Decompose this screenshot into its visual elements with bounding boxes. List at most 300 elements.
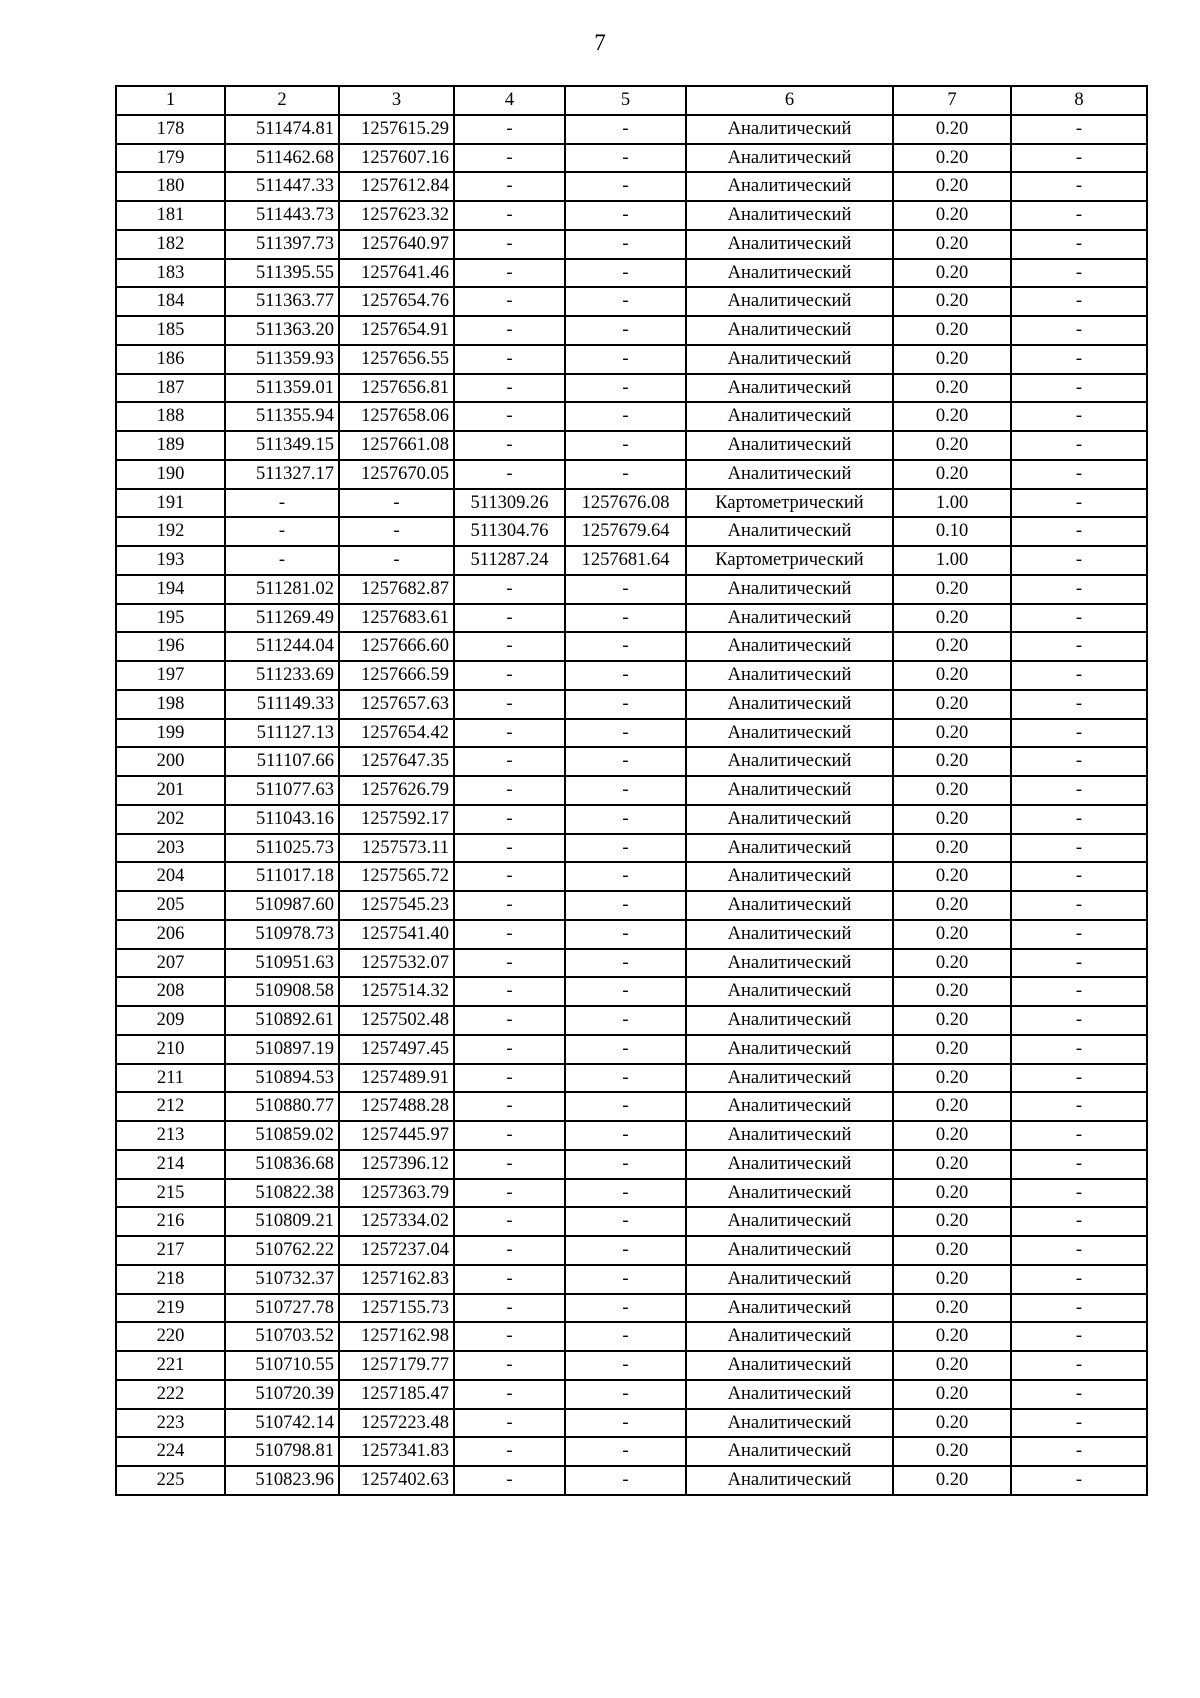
table-cell-col-3: 1257654.42 xyxy=(339,719,454,748)
table-cell-col-5: - xyxy=(565,115,686,144)
table-cell-col-8: - xyxy=(1011,949,1147,978)
table-cell-col-8: - xyxy=(1011,144,1147,173)
table-cell-col-3: 1257396.12 xyxy=(339,1150,454,1179)
table-row xyxy=(116,920,1147,949)
table-cell-col-4: - xyxy=(454,1294,565,1323)
table-cell-col-4: - xyxy=(454,776,565,805)
table-cell-col-5: - xyxy=(565,920,686,949)
table-cell-col-2: - xyxy=(225,517,339,546)
table-cell-col-7: 0.20 xyxy=(893,1035,1011,1064)
table-cell-col-1: 214 xyxy=(116,1150,225,1179)
table-cell-col-1: 199 xyxy=(116,719,225,748)
table-cell-col-1: 224 xyxy=(116,1437,225,1466)
table-cell-col-6: Аналитический xyxy=(686,977,893,1006)
table-cell-col-6: Аналитический xyxy=(686,230,893,259)
table-cell-col-6: Аналитический xyxy=(686,172,893,201)
table-cell-col-4: - xyxy=(454,1466,565,1495)
table-cell-col-7: 0.20 xyxy=(893,805,1011,834)
coordinates-table xyxy=(115,85,1148,1496)
table-cell-col-3: 1257402.63 xyxy=(339,1466,454,1495)
table-cell-col-2: 510809.21 xyxy=(225,1207,339,1236)
table-cell-col-3: 1257670.05 xyxy=(339,460,454,489)
table-cell-col-2: 511017.18 xyxy=(225,862,339,891)
table-cell-col-6: Аналитический xyxy=(686,690,893,719)
table-cell-col-7: 0.20 xyxy=(893,201,1011,230)
table-cell-col-5: - xyxy=(565,1006,686,1035)
table-cell-col-3: 1257623.32 xyxy=(339,201,454,230)
table-row xyxy=(116,1207,1147,1236)
table-cell-col-3: 1257489.91 xyxy=(339,1064,454,1093)
table-cell-col-1: 203 xyxy=(116,834,225,863)
table-row xyxy=(116,144,1147,173)
table-row xyxy=(116,546,1147,575)
table-cell-col-4: - xyxy=(454,1265,565,1294)
table-cell-col-8: - xyxy=(1011,1150,1147,1179)
table-cell-col-4: - xyxy=(454,1409,565,1438)
table-cell-col-2: 511474.81 xyxy=(225,115,339,144)
table-cell-col-1: 211 xyxy=(116,1064,225,1093)
table-row xyxy=(116,230,1147,259)
table-cell-col-3: 1257162.83 xyxy=(339,1265,454,1294)
table-cell-col-6: Аналитический xyxy=(686,575,893,604)
table-row xyxy=(116,1409,1147,1438)
table-cell-col-8: - xyxy=(1011,431,1147,460)
table-cell-col-3: 1257641.46 xyxy=(339,259,454,288)
table-cell-col-8: - xyxy=(1011,1236,1147,1265)
table-row xyxy=(116,604,1147,633)
table-cell-col-5: - xyxy=(565,1322,686,1351)
table-cell-col-5: - xyxy=(565,776,686,805)
table-cell-col-4: - xyxy=(454,144,565,173)
table-row xyxy=(116,517,1147,546)
table-cell-col-6: Аналитический xyxy=(686,287,893,316)
table-row xyxy=(116,1322,1147,1351)
table-cell-col-6: Аналитический xyxy=(686,719,893,748)
table-cell-col-7: 0.20 xyxy=(893,259,1011,288)
table-cell-col-6: Аналитический xyxy=(686,604,893,633)
table-cell-col-7: 0.20 xyxy=(893,920,1011,949)
table-cell-col-6: Аналитический xyxy=(686,1351,893,1380)
table-cell-col-6: Аналитический xyxy=(686,1006,893,1035)
table-cell-col-5: - xyxy=(565,402,686,431)
table-cell-col-1: 212 xyxy=(116,1092,225,1121)
table-cell-col-5: - xyxy=(565,1265,686,1294)
table-cell-col-5: - xyxy=(565,1236,686,1265)
table-cell-col-6: Аналитический xyxy=(686,747,893,776)
table-cell-col-7: 0.20 xyxy=(893,747,1011,776)
table-row xyxy=(116,1380,1147,1409)
table-cell-col-5: - xyxy=(565,575,686,604)
table-cell-col-2: 510798.81 xyxy=(225,1437,339,1466)
table-cell-col-4: - xyxy=(454,1380,565,1409)
table-cell-col-3: 1257565.72 xyxy=(339,862,454,891)
table-row xyxy=(116,345,1147,374)
table-cell-col-3: 1257657.63 xyxy=(339,690,454,719)
table-cell-col-7: 0.20 xyxy=(893,632,1011,661)
table-cell-col-3: 1257592.17 xyxy=(339,805,454,834)
table-cell-col-4: - xyxy=(454,201,565,230)
table-row xyxy=(116,1006,1147,1035)
table-cell-col-3: 1257658.06 xyxy=(339,402,454,431)
table-cell-col-6: Аналитический xyxy=(686,1236,893,1265)
table-cell-col-6: Аналитический xyxy=(686,920,893,949)
table-cell-col-6: Аналитический xyxy=(686,1380,893,1409)
table-cell-col-8: - xyxy=(1011,1265,1147,1294)
table-cell-col-5: - xyxy=(565,287,686,316)
table-cell-col-5: - xyxy=(565,1409,686,1438)
table-cell-col-6: Аналитический xyxy=(686,316,893,345)
table-cell-col-5: - xyxy=(565,604,686,633)
table-cell-col-7: 0.20 xyxy=(893,1092,1011,1121)
table-cell-col-7: 0.20 xyxy=(893,776,1011,805)
column-header-8: 8 xyxy=(1011,86,1147,115)
table-cell-col-5: - xyxy=(565,144,686,173)
table-cell-col-5: - xyxy=(565,1207,686,1236)
table-cell-col-2: 511107.66 xyxy=(225,747,339,776)
table-cell-col-4: - xyxy=(454,805,565,834)
table-cell-col-8: - xyxy=(1011,1437,1147,1466)
table-row xyxy=(116,891,1147,920)
table-cell-col-8: - xyxy=(1011,259,1147,288)
table-cell-col-2: 511462.68 xyxy=(225,144,339,173)
table-cell-col-1: 196 xyxy=(116,632,225,661)
column-header-6: 6 xyxy=(686,86,893,115)
table-cell-col-8: - xyxy=(1011,1351,1147,1380)
table-cell-col-7: 0.20 xyxy=(893,287,1011,316)
table-cell-col-8: - xyxy=(1011,1006,1147,1035)
table-cell-col-5: - xyxy=(565,1035,686,1064)
table-cell-col-6: Аналитический xyxy=(686,632,893,661)
table-cell-col-7: 0.20 xyxy=(893,1322,1011,1351)
table-cell-col-1: 194 xyxy=(116,575,225,604)
table-cell-col-8: - xyxy=(1011,1294,1147,1323)
table-row xyxy=(116,287,1147,316)
page-number: 7 xyxy=(594,30,606,55)
table-cell-col-1: 208 xyxy=(116,977,225,1006)
table-cell-col-5: - xyxy=(565,862,686,891)
table-cell-col-6: Аналитический xyxy=(686,949,893,978)
table-cell-col-7: 0.20 xyxy=(893,1006,1011,1035)
table-cell-col-8: - xyxy=(1011,287,1147,316)
table-cell-col-7: 1.00 xyxy=(893,489,1011,518)
table-cell-col-6: Аналитический xyxy=(686,345,893,374)
table-cell-col-5: - xyxy=(565,1380,686,1409)
column-header-1: 1 xyxy=(116,86,225,115)
table-cell-col-7: 0.20 xyxy=(893,661,1011,690)
table-cell-col-7: 0.20 xyxy=(893,1179,1011,1208)
table-cell-col-2: 510859.02 xyxy=(225,1121,339,1150)
table-cell-col-8: - xyxy=(1011,776,1147,805)
table-cell-col-3: 1257497.45 xyxy=(339,1035,454,1064)
table-cell-col-7: 0.20 xyxy=(893,949,1011,978)
table-cell-col-7: 0.20 xyxy=(893,604,1011,633)
table-cell-col-6: Аналитический xyxy=(686,1409,893,1438)
table-cell-col-4: - xyxy=(454,1351,565,1380)
table-cell-col-4: - xyxy=(454,402,565,431)
table-cell-col-2: 510978.73 xyxy=(225,920,339,949)
table-cell-col-1: 217 xyxy=(116,1236,225,1265)
table-cell-col-3: 1257612.84 xyxy=(339,172,454,201)
table-cell-col-5: - xyxy=(565,431,686,460)
table-cell-col-4: - xyxy=(454,1035,565,1064)
table-cell-col-5: - xyxy=(565,172,686,201)
table-cell-col-3: 1257661.08 xyxy=(339,431,454,460)
table-cell-col-6: Аналитический xyxy=(686,115,893,144)
table-cell-col-8: - xyxy=(1011,1064,1147,1093)
table-cell-col-7: 0.20 xyxy=(893,1121,1011,1150)
table-cell-col-6: Аналитический xyxy=(686,891,893,920)
table-cell-col-5: - xyxy=(565,747,686,776)
table-cell-col-6: Аналитический xyxy=(686,661,893,690)
column-header-2: 2 xyxy=(225,86,339,115)
table-cell-col-3: 1257185.47 xyxy=(339,1380,454,1409)
table-cell-col-4: - xyxy=(454,977,565,1006)
table-cell-col-3: 1257615.29 xyxy=(339,115,454,144)
table-cell-col-1: 215 xyxy=(116,1179,225,1208)
table-cell-col-4: - xyxy=(454,719,565,748)
table-cell-col-2: 511269.49 xyxy=(225,604,339,633)
table-cell-col-1: 204 xyxy=(116,862,225,891)
table-cell-col-2: 511327.17 xyxy=(225,460,339,489)
table-row xyxy=(116,1035,1147,1064)
table-cell-col-3: - xyxy=(339,517,454,546)
table-cell-col-2: 510720.39 xyxy=(225,1380,339,1409)
table-cell-col-1: 187 xyxy=(116,374,225,403)
table-cell-col-2: 510703.52 xyxy=(225,1322,339,1351)
table-cell-col-8: - xyxy=(1011,862,1147,891)
table-cell-col-3: 1257179.77 xyxy=(339,1351,454,1380)
table-cell-col-1: 221 xyxy=(116,1351,225,1380)
table-cell-col-3: 1257488.28 xyxy=(339,1092,454,1121)
table-cell-col-8: - xyxy=(1011,747,1147,776)
table-cell-col-6: Картометрический xyxy=(686,546,893,575)
table-row xyxy=(116,402,1147,431)
table-cell-col-7: 0.20 xyxy=(893,374,1011,403)
table-cell-col-5: 1257679.64 xyxy=(565,517,686,546)
table-cell-col-4: - xyxy=(454,1006,565,1035)
table-cell-col-4: 511287.24 xyxy=(454,546,565,575)
table-cell-col-2: 511395.55 xyxy=(225,259,339,288)
table-cell-col-2: 511233.69 xyxy=(225,661,339,690)
table-cell-col-6: Аналитический xyxy=(686,259,893,288)
table-row xyxy=(116,1179,1147,1208)
table-cell-col-3: 1257334.02 xyxy=(339,1207,454,1236)
table-cell-col-3: 1257640.97 xyxy=(339,230,454,259)
table-cell-col-7: 0.20 xyxy=(893,575,1011,604)
table-cell-col-1: 209 xyxy=(116,1006,225,1035)
table-row xyxy=(116,632,1147,661)
table-cell-col-7: 0.20 xyxy=(893,402,1011,431)
table-row xyxy=(116,201,1147,230)
table-cell-col-1: 178 xyxy=(116,115,225,144)
table-cell-col-8: - xyxy=(1011,661,1147,690)
table-cell-col-3: 1257656.55 xyxy=(339,345,454,374)
table-cell-col-5: 1257681.64 xyxy=(565,546,686,575)
table-cell-col-5: - xyxy=(565,1466,686,1495)
table-cell-col-5: - xyxy=(565,977,686,1006)
table-cell-col-7: 1.00 xyxy=(893,546,1011,575)
table-cell-col-1: 218 xyxy=(116,1265,225,1294)
table-cell-col-5: - xyxy=(565,259,686,288)
table-cell-col-4: - xyxy=(454,460,565,489)
table-cell-col-2: 510897.19 xyxy=(225,1035,339,1064)
table-cell-col-3: 1257626.79 xyxy=(339,776,454,805)
table-row xyxy=(116,834,1147,863)
table-cell-col-2: 510823.96 xyxy=(225,1466,339,1495)
table-cell-col-2: 511025.73 xyxy=(225,834,339,863)
table-cell-col-4: - xyxy=(454,172,565,201)
table-cell-col-4: - xyxy=(454,1064,565,1093)
table-cell-col-4: - xyxy=(454,259,565,288)
table-cell-col-6: Аналитический xyxy=(686,1322,893,1351)
table-cell-col-7: 0.20 xyxy=(893,230,1011,259)
table-cell-col-3: - xyxy=(339,546,454,575)
table-cell-col-3: 1257363.79 xyxy=(339,1179,454,1208)
table-cell-col-2: 510742.14 xyxy=(225,1409,339,1438)
table-cell-col-5: - xyxy=(565,1179,686,1208)
table-cell-col-3: 1257607.16 xyxy=(339,144,454,173)
table-row xyxy=(116,776,1147,805)
table-cell-col-2: 510987.60 xyxy=(225,891,339,920)
table-cell-col-6: Аналитический xyxy=(686,1092,893,1121)
table-cell-col-1: 188 xyxy=(116,402,225,431)
table-cell-col-6: Аналитический xyxy=(686,201,893,230)
table-cell-col-6: Аналитический xyxy=(686,1035,893,1064)
table-cell-col-7: 0.20 xyxy=(893,1150,1011,1179)
table-cell-col-3: 1257654.76 xyxy=(339,287,454,316)
table-cell-col-2: 511447.33 xyxy=(225,172,339,201)
table-cell-col-7: 0.20 xyxy=(893,1236,1011,1265)
table-cell-col-8: - xyxy=(1011,460,1147,489)
table-cell-col-8: - xyxy=(1011,1035,1147,1064)
table-cell-col-8: - xyxy=(1011,402,1147,431)
table-cell-col-7: 0.10 xyxy=(893,517,1011,546)
table-cell-col-2: 511397.73 xyxy=(225,230,339,259)
table-cell-col-8: - xyxy=(1011,316,1147,345)
table-cell-col-1: 200 xyxy=(116,747,225,776)
table-cell-col-8: - xyxy=(1011,719,1147,748)
table-cell-col-4: - xyxy=(454,1150,565,1179)
table-cell-col-5: - xyxy=(565,1092,686,1121)
table-cell-col-5: - xyxy=(565,1294,686,1323)
table-cell-col-2: 511077.63 xyxy=(225,776,339,805)
table-cell-col-2: 510951.63 xyxy=(225,949,339,978)
table-row xyxy=(116,575,1147,604)
table-cell-col-1: 207 xyxy=(116,949,225,978)
table-cell-col-4: - xyxy=(454,1179,565,1208)
table-cell-col-3: 1257162.98 xyxy=(339,1322,454,1351)
table-cell-col-6: Аналитический xyxy=(686,1179,893,1208)
table-cell-col-8: - xyxy=(1011,1207,1147,1236)
table-cell-col-5: - xyxy=(565,230,686,259)
table-cell-col-6: Аналитический xyxy=(686,460,893,489)
table-cell-col-8: - xyxy=(1011,1380,1147,1409)
table-cell-col-1: 210 xyxy=(116,1035,225,1064)
column-header-4: 4 xyxy=(454,86,565,115)
table-cell-col-4: - xyxy=(454,1322,565,1351)
table-cell-col-6: Аналитический xyxy=(686,1466,893,1495)
table-row xyxy=(116,1351,1147,1380)
table-cell-col-7: 0.20 xyxy=(893,1294,1011,1323)
table-cell-col-1: 201 xyxy=(116,776,225,805)
table-cell-col-1: 195 xyxy=(116,604,225,633)
table-cell-col-6: Аналитический xyxy=(686,431,893,460)
table-cell-col-3: 1257341.83 xyxy=(339,1437,454,1466)
table-row xyxy=(116,862,1147,891)
table-cell-col-1: 223 xyxy=(116,1409,225,1438)
table-cell-col-4: - xyxy=(454,891,565,920)
table-cell-col-2: 510894.53 xyxy=(225,1064,339,1093)
table-row xyxy=(116,1150,1147,1179)
table-cell-col-1: 193 xyxy=(116,546,225,575)
table-cell-col-2: 511363.77 xyxy=(225,287,339,316)
table-cell-col-1: 181 xyxy=(116,201,225,230)
table-cell-col-4: - xyxy=(454,316,565,345)
table-row xyxy=(116,1437,1147,1466)
table-cell-col-1: 206 xyxy=(116,920,225,949)
table-cell-col-2: 510732.37 xyxy=(225,1265,339,1294)
table-cell-col-1: 179 xyxy=(116,144,225,173)
table-cell-col-6: Аналитический xyxy=(686,834,893,863)
table-cell-col-2: 510908.58 xyxy=(225,977,339,1006)
table-header xyxy=(116,86,1147,115)
table-cell-col-7: 0.20 xyxy=(893,1207,1011,1236)
table-cell-col-5: - xyxy=(565,834,686,863)
table-cell-col-5: - xyxy=(565,374,686,403)
table-cell-col-2: 511355.94 xyxy=(225,402,339,431)
table-cell-col-1: 222 xyxy=(116,1380,225,1409)
table-cell-col-6: Аналитический xyxy=(686,1121,893,1150)
table-cell-col-1: 219 xyxy=(116,1294,225,1323)
table-row xyxy=(116,661,1147,690)
table-cell-col-4: - xyxy=(454,949,565,978)
table-cell-col-6: Аналитический xyxy=(686,1265,893,1294)
table-cell-col-8: - xyxy=(1011,977,1147,1006)
table-cell-col-1: 182 xyxy=(116,230,225,259)
table-cell-col-4: - xyxy=(454,690,565,719)
table-cell-col-2: 510727.78 xyxy=(225,1294,339,1323)
table-cell-col-4: - xyxy=(454,345,565,374)
table-cell-col-2: 510892.61 xyxy=(225,1006,339,1035)
table-cell-col-3: 1257654.91 xyxy=(339,316,454,345)
table-row xyxy=(116,489,1147,518)
table-cell-col-3: 1257445.97 xyxy=(339,1121,454,1150)
table-cell-col-8: - xyxy=(1011,1466,1147,1495)
table-cell-col-6: Аналитический xyxy=(686,1064,893,1093)
table-cell-col-8: - xyxy=(1011,1121,1147,1150)
table-row xyxy=(116,1466,1147,1495)
table-cell-col-7: 0.20 xyxy=(893,460,1011,489)
table-cell-col-2: 511127.13 xyxy=(225,719,339,748)
table-cell-col-3: 1257682.87 xyxy=(339,575,454,604)
table-cell-col-2: 510710.55 xyxy=(225,1351,339,1380)
table-cell-col-3: - xyxy=(339,489,454,518)
table-cell-col-6: Аналитический xyxy=(686,517,893,546)
table-cell-col-8: - xyxy=(1011,834,1147,863)
table-cell-col-8: - xyxy=(1011,690,1147,719)
table-cell-col-5: - xyxy=(565,632,686,661)
table-row xyxy=(116,1265,1147,1294)
table-cell-col-6: Аналитический xyxy=(686,1437,893,1466)
table-cell-col-7: 0.20 xyxy=(893,1437,1011,1466)
table-cell-col-1: 192 xyxy=(116,517,225,546)
table-cell-col-8: - xyxy=(1011,1322,1147,1351)
table-row xyxy=(116,1092,1147,1121)
table-cell-col-7: 0.20 xyxy=(893,834,1011,863)
table-cell-col-7: 0.20 xyxy=(893,862,1011,891)
table-cell-col-4: - xyxy=(454,1121,565,1150)
table-cell-col-2: 511359.01 xyxy=(225,374,339,403)
